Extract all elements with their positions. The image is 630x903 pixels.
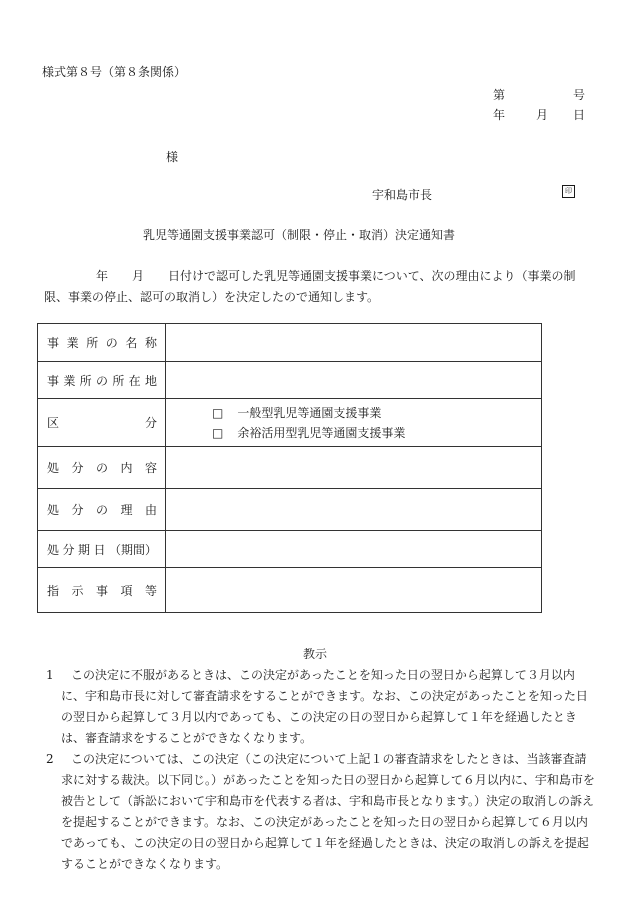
label-char: 地 [144,373,157,388]
info-table [37,323,542,613]
label-spread [47,459,157,476]
label-char: の [95,373,108,388]
label-char: 所 [79,373,92,388]
label-char: 所 [112,373,125,388]
notice-item-number: 1 [46,668,54,682]
label-char: の [95,461,108,475]
table-row [38,324,542,362]
table-row [38,399,542,447]
option-general[interactable] [166,403,541,423]
date-month-label: 月 [536,108,549,122]
label-char: 分 [144,416,157,430]
option-label: 一般型乳児等通園支援事業 [237,405,382,420]
form-number: 様式第８号（第８条関係） [42,65,187,79]
disposition-content-value[interactable] [166,447,542,489]
checkbox-icon[interactable]: □ [212,425,224,440]
addressee-suffix: 様 [166,150,179,164]
notice-item [46,749,596,875]
table-row [38,531,542,568]
label-char: 理 [120,503,133,517]
label-char: 分 [71,503,84,517]
notice-title: 教示 [303,647,328,661]
notice-item-text: この決定に不服があるときは、この決定があったことを知った日の翌日から起算して３月以内に、宇和島市長に対して審査請求をすることができます。なお、この決定があったことを知った日の翌日から起算して３月以内であっても、この決定の日の翌日から起算して１年を経過したときは、審査請求をすることができなくなります。 [61,668,588,745]
label-char: 処 [47,461,60,475]
label-spread [47,541,157,558]
category-options [166,399,542,447]
label-char: の [105,336,118,350]
label-char: 称 [144,336,157,350]
label-spread [47,372,157,389]
row-label-disposition-reason [38,489,166,531]
label-char: 分 [62,542,75,557]
label-char: 等 [144,583,157,598]
label-spread [47,501,157,518]
row-label-category [38,399,166,447]
label-char: 所 [86,336,99,350]
document-title: 乳児等通園支援事業認可（制限・停止・取消）決定通知書 [143,228,456,242]
instructions-value[interactable] [166,568,542,613]
row-label-facility-name [38,324,166,362]
facility-address-value[interactable] [166,362,542,399]
notice-item-text: この決定については、この決定（この決定について上記１の審査請求をしたときは、当該審査請求に対する裁決。以下同じ。）があったことを知った日の翌日から起算して６月以内に、宇和島市を被告として（訴訟において宇和島市を代表する者は、宇和島市長となります。）決定の取消しの訴えを提起することができます。なお、この決定があったことを知った日の翌日から起算して６月以内であっても、この決定の日の翌日から起算して１年を経過したときは、決定の取消しの訴えを提起することができなくなります。 [61,752,595,871]
document-number-prefix: 第 [493,88,506,102]
label-char: 示 [71,583,84,598]
label-char: 事 [95,583,108,598]
label-char: 処 [47,542,60,557]
facility-name-value[interactable] [166,324,542,362]
label-char: 容 [144,461,157,475]
label-spread [47,414,157,431]
label-char: 業 [63,373,76,388]
label-char: 処 [47,503,60,517]
date-day-label: 日 [573,108,586,122]
label-char: 由 [144,503,157,517]
table-row [38,489,542,531]
table-row [38,362,542,399]
table-row [38,568,542,613]
row-label-instructions [38,568,166,613]
date-year-label: 年 [493,108,506,122]
option-label: 余裕活用型乳児等通園支援事業 [237,425,406,440]
label-char: 事 [47,373,60,388]
notice-item-number: 2 [46,752,54,766]
row-label-disposition-date [38,531,166,568]
disposition-date-value[interactable] [166,531,542,568]
label-char: 名 [125,336,138,350]
label-char: 在 [128,373,141,388]
disposition-reason-value[interactable] [166,489,542,531]
seal-mark-icon: 印 [562,185,575,198]
option-spare-capacity[interactable] [166,423,541,443]
row-label-facility-address [38,362,166,399]
label-char: 期 [77,542,90,557]
label-char: 内 [120,461,133,475]
document-number-suffix: 号 [573,88,586,102]
row-label-disposition-content [38,447,166,489]
label-char: 分 [71,461,84,475]
issuer-name: 宇和島市長 [372,188,433,202]
label-char: 日 [93,542,106,557]
checkbox-icon[interactable]: □ [212,405,224,420]
label-char: 業 [66,336,79,350]
label-spread [47,334,157,351]
label-spread [47,582,157,599]
table-row [38,447,542,489]
label-char: の [95,503,108,517]
body-paragraph: 年 月 日付けで認可した乳児等通園支援事業について、次の理由により（事業の制限、事業の停止、認可の取消し）を決定したので通知します。 [44,269,576,304]
label-char: 事 [47,336,60,350]
label-char: 区 [47,416,60,430]
label-char: （期間） [108,542,157,557]
notice-item [46,665,596,749]
label-char: 項 [120,583,133,598]
label-char: 指 [47,583,60,598]
